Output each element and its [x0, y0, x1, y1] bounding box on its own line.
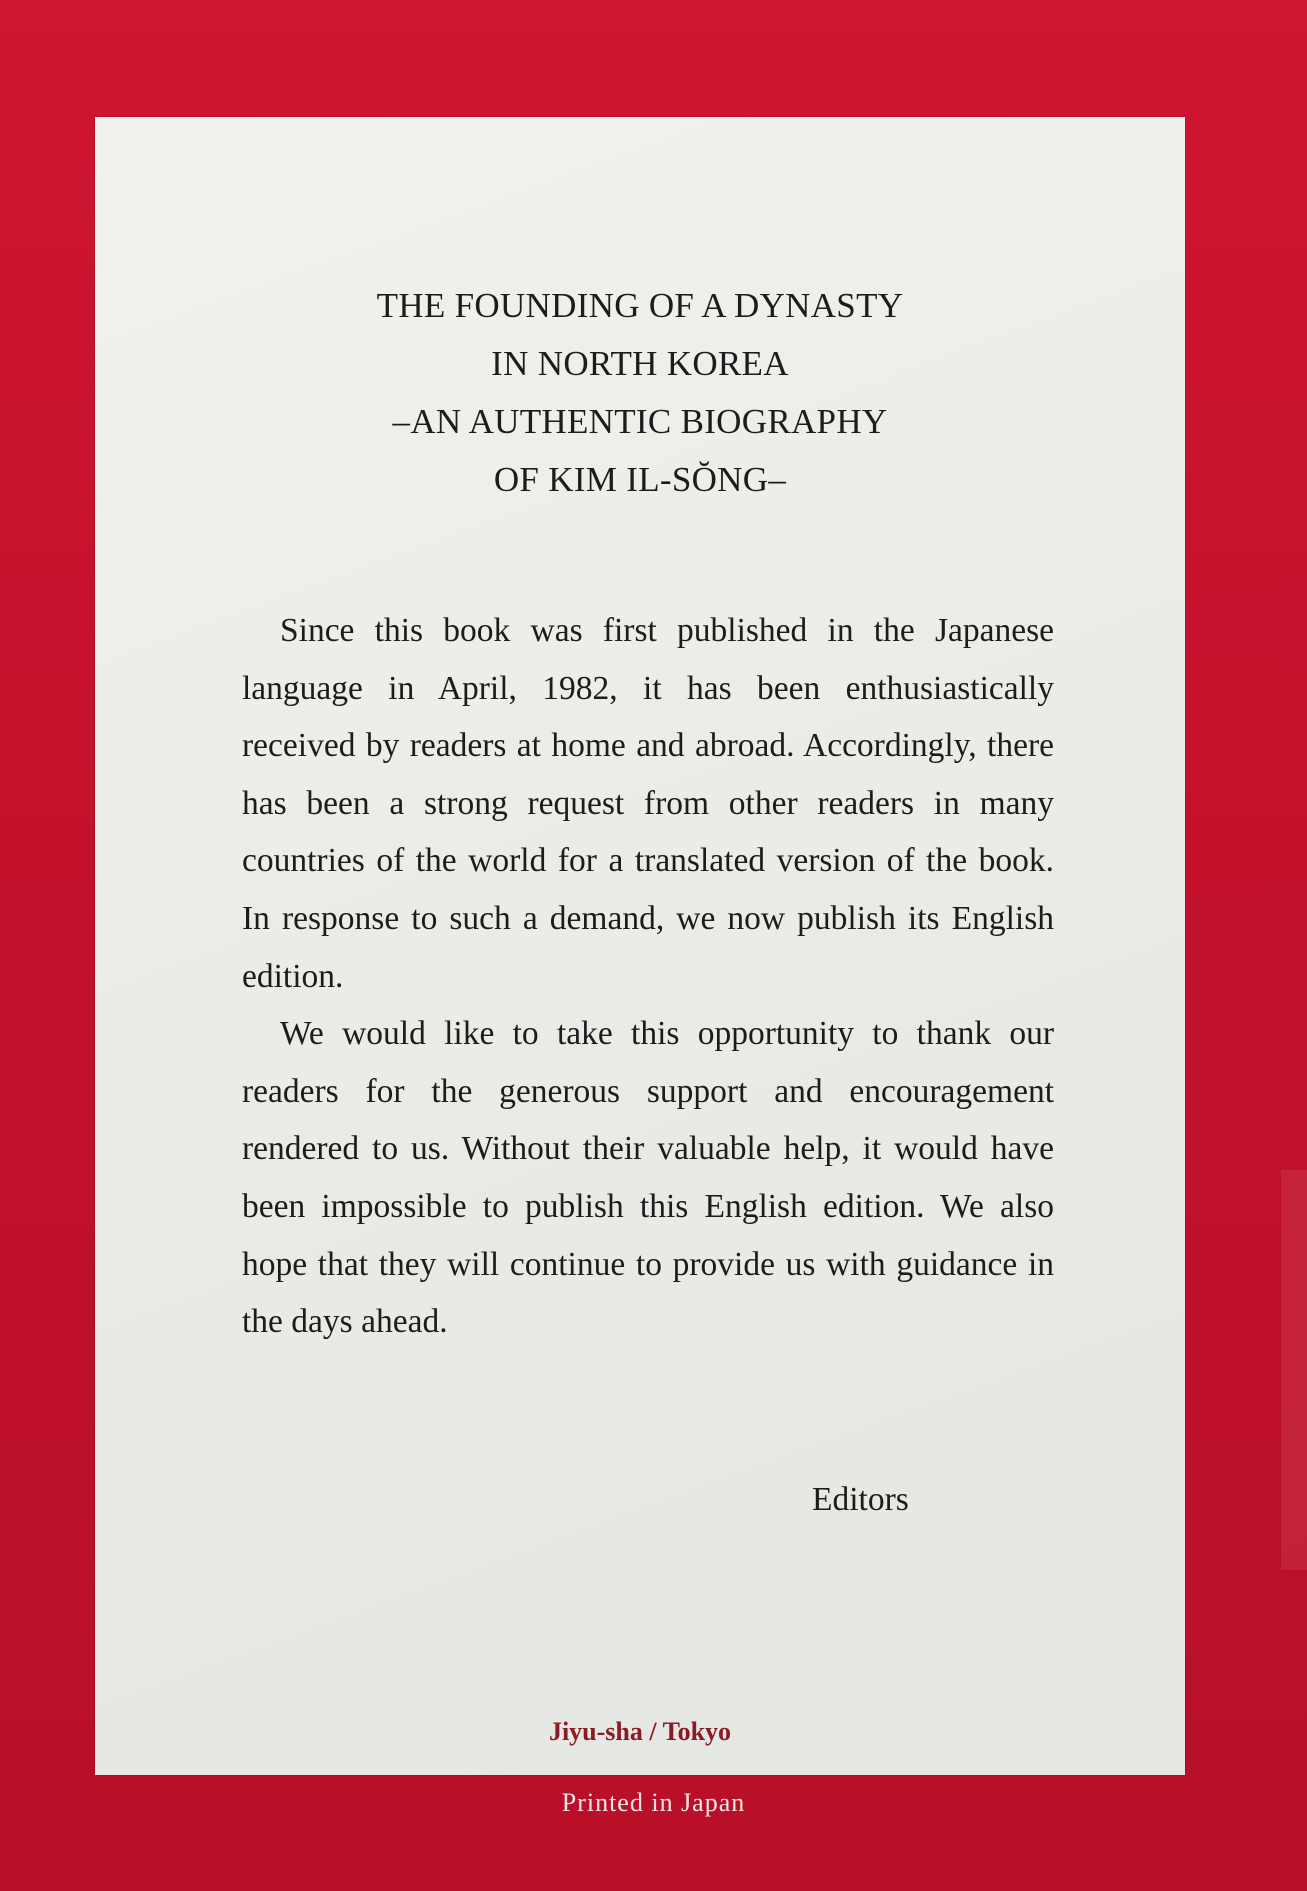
book-title [95, 277, 1185, 509]
title-line-1: THE FOUNDING OF A DYNASTY [376, 286, 904, 325]
publisher-line: Jiyu-sha / Tokyo [548, 1717, 732, 1746]
text-panel [95, 117, 1185, 1775]
title-line-2: IN NORTH KOREA [491, 344, 789, 383]
title-line-4: OF KIM IL-SŎNG– [493, 460, 787, 499]
cover-edge-tab [1281, 1170, 1307, 1570]
title-line-3: –AN AUTHENTIC BIOGRAPHY [392, 402, 888, 441]
editors-note [242, 602, 1054, 1351]
paragraph-2: We would like to take this opportunity to thank our readers for the generous support and encouragement rendered to us. Without their valuable help, it would have been impossible to publish this English edition. We also hope that they will continue to provide us with guidance in the days ahead. [242, 1015, 1054, 1341]
paragraph-1: Since this book was first published in the Japanese language in April, 1982, it has been enthusiastically received by readers at home and abroad. Accordingly, there has been a strong request from other readers in many countries of the world for a translated version of the book. In response to such a demand, we now publish its English edition. [242, 612, 1054, 995]
signature: Editors [812, 1481, 909, 1518]
printed-in-label: Printed in Japan [561, 1788, 746, 1817]
